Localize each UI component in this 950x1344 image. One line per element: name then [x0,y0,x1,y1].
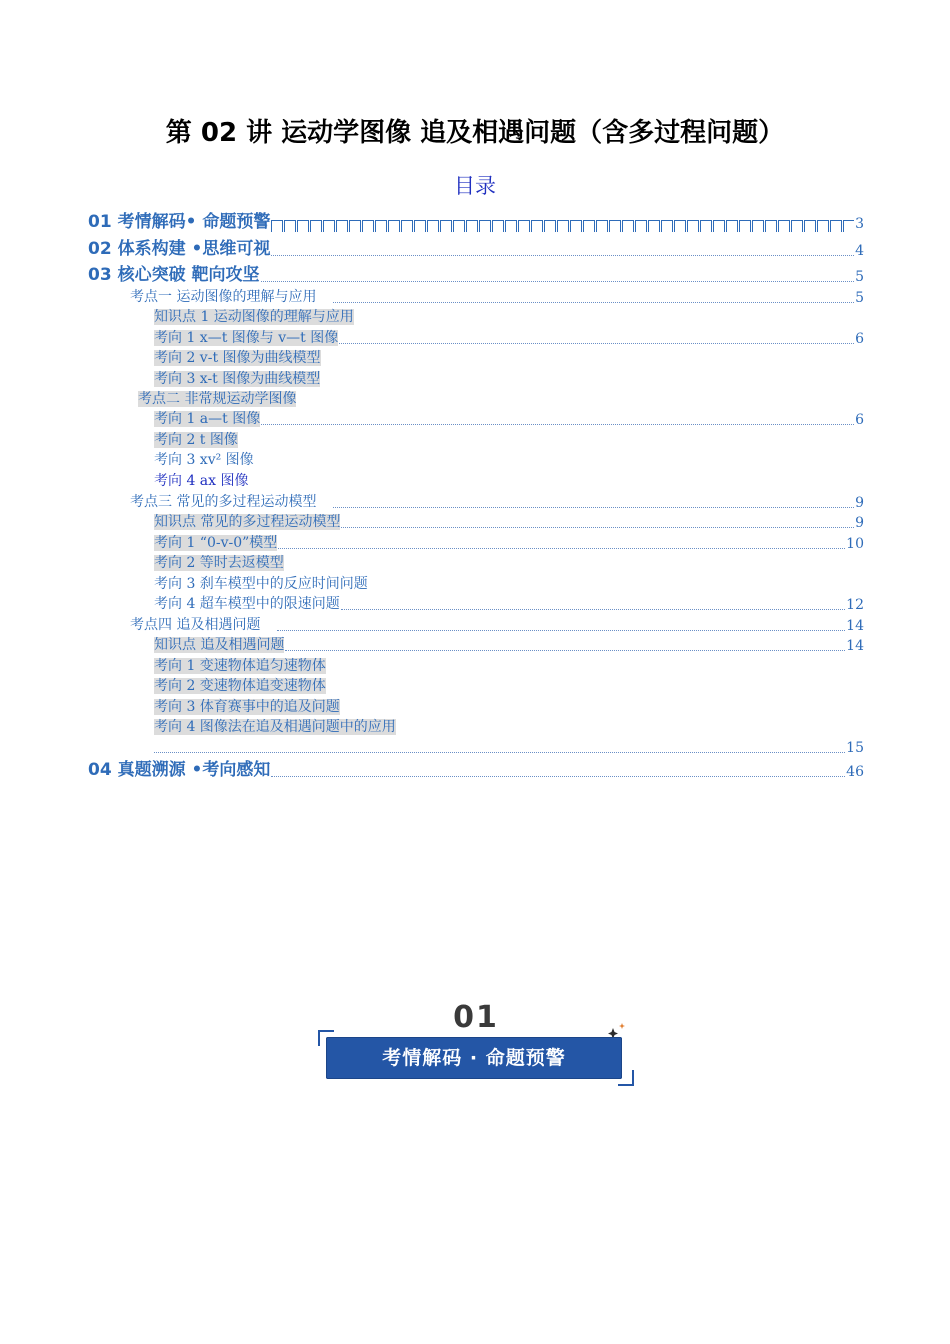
toc-entry-label: 考向 2 等时去返模型 [154,555,284,571]
toc-knowledge-4-1[interactable] [154,635,864,654]
toc-entry-label: 考向 4 超车模型中的限速问题 [154,596,340,612]
toc-direction-4-2[interactable] [154,676,864,695]
toc-entry-label: 考向 1 x—t 图像与 v—t 图像 [154,330,339,346]
banner-label: 考情解码 · 命题预警 [382,1047,566,1069]
toc-entry-label: 知识点 常见的多过程运动模型 [154,514,341,530]
toc-section-label: 01 考情解码• 命题预警 [88,212,271,232]
toc-direction-2-2[interactable] [154,430,864,449]
toc-knowledge-1-1[interactable] [154,307,864,326]
toc-page-number: 14 [846,618,864,634]
toc-entry-label: 考向 2 变速物体追变速物体 [154,678,326,694]
toc-page-number: 3 [855,216,864,232]
toc-direction-2-1[interactable] [154,409,864,428]
toc-direction-3-3[interactable] [154,574,864,593]
toc-direction-1-3[interactable] [154,369,864,388]
toc-leader [261,410,854,425]
toc-leader [278,534,845,549]
toc-entry-label: 考向 3 刹车模型中的反应时间问题 [154,576,368,592]
toc-leader [333,493,854,508]
toc-entry-label: 考向 2 t 图像 [154,432,238,448]
toc-page-number: 6 [855,412,864,428]
toc-direction-1-2[interactable] [154,348,864,367]
toc-section-01[interactable] [88,210,864,232]
toc-leader [341,513,854,528]
toc-page-number: 15 [846,740,864,756]
toc-section-03[interactable] [88,263,864,285]
document-title: 第 02 讲 运动学图像 追及相遇问题（含多过程问题） [165,118,785,148]
toc-leader [271,238,854,256]
toc-page-number: 5 [855,269,864,285]
toc-leader [261,264,855,282]
toc-entry-label: 考点四 追及相遇问题 [130,617,261,633]
toc-kaodian-4[interactable] [130,615,864,634]
toc-section-label: 02 体系构建 •思维可视 [88,239,271,259]
toc-direction-4-4[interactable] [154,717,864,736]
toc-entry-label: 考向 1 a—t 图像 [154,411,261,427]
toc-kaodian-1[interactable] [130,287,864,306]
toc-leader [285,636,845,651]
toc-page-number: 9 [855,495,864,511]
toc-entry-label: 考向 1 变速物体追匀速物体 [154,658,326,674]
toc-page-number: 46 [846,764,864,780]
toc-section-02[interactable] [88,237,864,259]
toc-page-number: 9 [855,515,864,531]
toc-entry-label: 考点一 运动图像的理解与应用 [130,289,317,305]
toc-entry-label: 考向 4 图像法在追及相遇问题中的应用 [154,719,396,735]
toc-direction-1-1[interactable] [154,328,864,347]
toc-direction-3-1[interactable] [154,533,864,552]
toc-direction-2-4[interactable] [154,471,864,490]
toc-page-number: 6 [855,331,864,347]
toc-direction-4-1[interactable] [154,656,864,675]
toc-entry-label: 知识点 1 运动图像的理解与应用 [154,309,354,325]
toc-kaodian-2[interactable] [138,389,872,408]
toc-direction-2-3[interactable] [154,450,864,469]
toc-kaodian-3[interactable] [130,492,864,511]
toc-section-04[interactable] [88,758,864,780]
toc-section-label: 03 核心突破 靶向攻坚 [88,265,260,285]
toc-direction-4-3[interactable] [154,697,864,716]
toc-leader [154,738,845,753]
toc-direction-3-2[interactable] [154,553,864,572]
toc-entry-label: 考点三 常见的多过程运动模型 [130,494,317,510]
banner-box [326,1037,622,1079]
toc-page-number: 4 [855,243,864,259]
toc-entry-label: 考向 4 ax 图像 [154,473,249,489]
banner-number: 01 [453,1000,499,1035]
toc-leader [333,288,854,303]
toc-entry-label: 考向 1 “0-v-0”模型 [154,535,278,551]
toc-leader-boxes [271,218,854,232]
toc-entry-label: 考向 2 v-t 图像为曲线模型 [154,350,321,366]
toc-page-number: 14 [846,638,864,654]
toc-entry-label: 考向 3 xv² 图像 [154,452,254,468]
toc-heading: 目录 [454,174,496,198]
toc-knowledge-3-1[interactable] [154,512,864,531]
toc-entry-label: 考点二 非常规运动学图像 [138,391,297,407]
toc-page-number: 10 [846,536,864,552]
toc-leader [341,595,845,610]
toc-direction-4-4-continued[interactable] [154,737,864,756]
toc-leader [339,329,854,344]
toc-page-number: 12 [846,597,864,613]
toc-entry-label: 考向 3 x-t 图像为曲线模型 [154,371,321,387]
toc-leader [277,616,845,631]
toc-leader [271,759,845,777]
toc-page-number: 5 [855,290,864,306]
section-banner [318,1000,634,1090]
toc-entry-label: 知识点 追及相遇问题 [154,637,285,653]
toc-entry-label: 考向 3 体育赛事中的追及问题 [154,699,340,715]
toc-section-label: 04 真题溯源 •考向感知 [88,760,271,780]
toc-direction-3-4[interactable] [154,594,864,613]
